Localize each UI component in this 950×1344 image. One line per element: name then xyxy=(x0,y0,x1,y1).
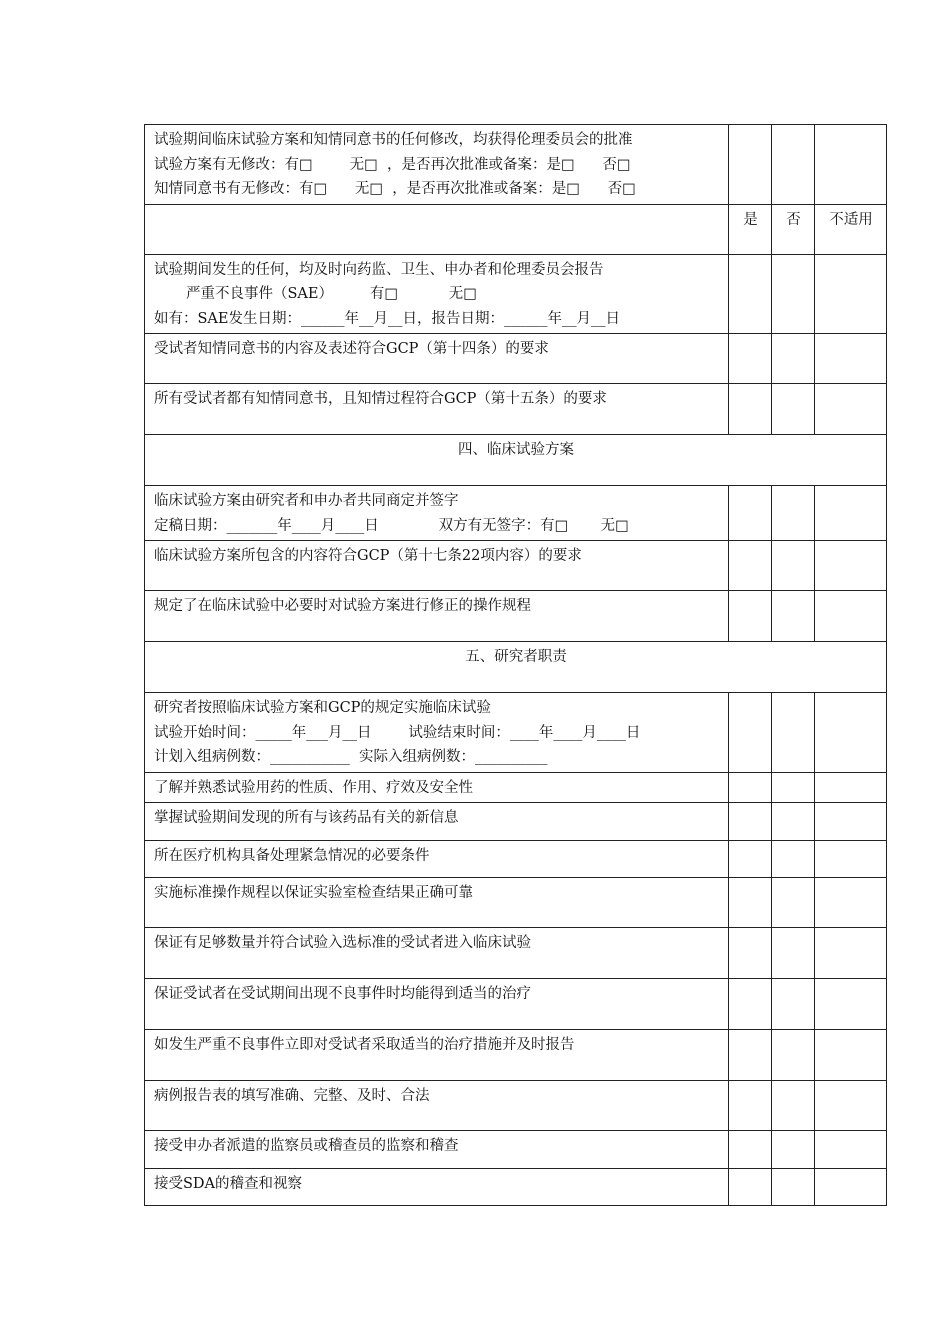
answer-cell-no[interactable] xyxy=(772,928,815,979)
checklist-item-text xyxy=(145,254,729,334)
checklist-item-text xyxy=(145,928,729,979)
item-line: 保证受试者在受试期间出现不良事件时均能得到适当的治疗 xyxy=(154,986,531,1002)
answer-cell-no[interactable] xyxy=(772,125,815,205)
item-line: 保证有足够数量并符合试验入选标准的受试者进入临床试验 xyxy=(154,935,531,951)
item-line: 严重不良事件（SAE） 有□ 无□ xyxy=(186,286,477,302)
answer-cell-yes[interactable] xyxy=(729,541,772,591)
item-line: 如有：SAE发生日期：______年__月__日，报告日期：______年__月__日 xyxy=(154,310,620,327)
answer-cell-yes[interactable] xyxy=(729,693,772,773)
answer-cell-na[interactable] xyxy=(815,878,887,928)
answer-cell-no[interactable] xyxy=(772,878,815,928)
checklist-item-text xyxy=(145,541,729,591)
checklist-row-protocol-content xyxy=(145,541,887,591)
checklist-item-text xyxy=(145,486,729,541)
answer-cell-no[interactable] xyxy=(772,254,815,334)
checklist-item-text xyxy=(145,772,729,803)
checklist-row-consent-process xyxy=(145,384,887,435)
checklist-row-emergency-conditions xyxy=(145,841,887,878)
checklist-item-text xyxy=(145,693,729,773)
answer-cell-yes[interactable] xyxy=(729,1030,772,1081)
answer-cell-yes[interactable] xyxy=(729,772,772,803)
answer-cell-yes[interactable] xyxy=(729,591,772,642)
item-line: 实施标准操作规程以保证实验室检查结果正确可靠 xyxy=(154,885,473,901)
answer-cell-no[interactable] xyxy=(772,841,815,878)
answer-cell-yes[interactable] xyxy=(729,125,772,205)
section-title: 四、临床试验方案 xyxy=(145,435,887,486)
checklist-item-text xyxy=(145,591,729,642)
answer-cell-no[interactable] xyxy=(772,803,815,841)
answer-cell-na[interactable] xyxy=(815,979,887,1030)
checklist-item-text xyxy=(145,384,729,435)
checklist-item-text xyxy=(145,803,729,841)
answer-cell-no[interactable] xyxy=(772,384,815,435)
item-line: 试验期间临床试验方案和知情同意书的任何修改，均获得伦理委员会的批准 xyxy=(154,132,633,148)
answer-cell-na[interactable] xyxy=(815,1169,887,1206)
section-row-investigator-duties xyxy=(145,642,887,693)
answer-cell-yes[interactable] xyxy=(729,803,772,841)
item-line: 定稿日期：_______年____月____日 双方有无签字：有□ 无□ xyxy=(154,517,629,534)
item-line: 知情同意书有无修改：有□ 无□ ，是否再次批准或备案：是□ 否□ xyxy=(154,181,636,197)
answer-cell-yes[interactable] xyxy=(729,254,772,334)
checklist-row-crf-completion xyxy=(145,1081,887,1131)
item-line: 临床试验方案由研究者和申办者共同商定并签字 xyxy=(154,493,459,509)
item-line: 如发生严重不良事件立即对受试者采取适当的治疗措施并及时报告 xyxy=(154,1037,575,1053)
checklist-item-text xyxy=(145,334,729,384)
item-line: 研究者按照临床试验方案和GCP的规定实施临床试验 xyxy=(154,700,491,716)
answer-cell-yes[interactable] xyxy=(729,928,772,979)
answer-cell-yes[interactable] xyxy=(729,841,772,878)
answer-cell-no[interactable] xyxy=(772,486,815,541)
item-line: 了解并熟悉试验用药的性质、作用、疗效及安全性 xyxy=(154,779,473,796)
answer-cell-yes[interactable] xyxy=(729,1169,772,1206)
item-line: 所有受试者都有知情同意书，且知情过程符合GCP（第十五条）的要求 xyxy=(154,391,607,407)
checklist-item-text xyxy=(145,841,729,878)
item-line: 掌握试验期间发现的所有与该药品有关的新信息 xyxy=(154,810,459,826)
checklist-item-text xyxy=(145,1081,729,1131)
header-yes: 是 xyxy=(729,204,772,254)
answer-cell-no[interactable] xyxy=(772,591,815,642)
answer-cell-no[interactable] xyxy=(772,1030,815,1081)
answer-cell-yes[interactable] xyxy=(729,1131,772,1169)
item-line: 试验期间发生的任何，均及时向药监、卫生、申办者和伦理委员会报告 xyxy=(154,261,604,278)
answer-cell-no[interactable] xyxy=(772,693,815,773)
answer-cell-yes[interactable] xyxy=(729,486,772,541)
item-line: 试验方案有无修改：有□ 无□ ，是否再次批准或备案：是□ 否□ xyxy=(154,156,631,173)
checklist-item-text xyxy=(145,979,729,1030)
answer-cell-na[interactable] xyxy=(815,803,887,841)
answer-cell-na[interactable] xyxy=(815,486,887,541)
checklist-item-text xyxy=(145,878,729,928)
answer-header-row xyxy=(145,204,887,254)
checklist-row-consent-content xyxy=(145,334,887,384)
checklist-row-adverse-event-reporting xyxy=(145,254,887,334)
answer-cell-no[interactable] xyxy=(772,541,815,591)
checklist-item-text xyxy=(145,1169,729,1206)
answer-cell-no[interactable] xyxy=(772,334,815,384)
checklist-item-text xyxy=(145,125,729,205)
answer-cell-na[interactable] xyxy=(815,1131,887,1169)
item-line: 临床试验方案所包含的内容符合GCP（第十七条22项内容）的要求 xyxy=(154,548,582,564)
checklist-row-sae-response xyxy=(145,1030,887,1081)
answer-cell-na[interactable] xyxy=(815,928,887,979)
checklist-row-lab-sop xyxy=(145,878,887,928)
item-line: 接受申办者派遣的监察员或稽查员的监察和稽查 xyxy=(154,1138,459,1154)
answer-cell-no[interactable] xyxy=(772,1169,815,1206)
answer-cell-na[interactable] xyxy=(815,841,887,878)
checklist-row-trial-conduct xyxy=(145,693,887,773)
answer-cell-na[interactable] xyxy=(815,254,887,334)
checklist-row-sponsor-monitoring xyxy=(145,1131,887,1169)
answer-cell-na[interactable] xyxy=(815,334,887,384)
answer-cell-no[interactable] xyxy=(772,979,815,1030)
checklist-row-enrollment xyxy=(145,928,887,979)
item-line: 规定了在临床试验中必要时对试验方案进行修正的操作规程 xyxy=(154,598,531,614)
answer-cell-na[interactable] xyxy=(815,772,887,803)
checklist-row-consent-amendment-approval xyxy=(145,125,887,205)
section-title: 五、研究者职责 xyxy=(145,642,887,693)
header-no: 否 xyxy=(772,204,815,254)
answer-cell-no[interactable] xyxy=(772,1131,815,1169)
checklist-row-protocol-amendment-sop xyxy=(145,591,887,642)
item-line: 所在医疗机构具备处理紧急情况的必要条件 xyxy=(154,848,430,864)
answer-cell-yes[interactable] xyxy=(729,979,772,1030)
checklist-row-drug-knowledge xyxy=(145,772,887,803)
checklist-item-text xyxy=(145,1030,729,1081)
checklist-row-ae-treatment xyxy=(145,979,887,1030)
answer-cell-na[interactable] xyxy=(815,693,887,773)
item-line: 病例报告表的填写准确、完整、及时、合法 xyxy=(154,1088,430,1104)
answer-cell-na[interactable] xyxy=(815,1081,887,1131)
answer-cell-no[interactable] xyxy=(772,1081,815,1131)
answer-cell-no[interactable] xyxy=(772,772,815,803)
answer-cell-na[interactable] xyxy=(815,591,887,642)
header-blank-cell xyxy=(145,204,729,254)
answer-cell-na[interactable] xyxy=(815,1030,887,1081)
item-line: 计划入组病例数：___________ 实际入组病例数：__________ xyxy=(154,749,548,765)
item-line: 接受SDA的稽查和视察 xyxy=(154,1176,303,1192)
checklist-row-protocol-signed xyxy=(145,486,887,541)
answer-cell-yes[interactable] xyxy=(729,334,772,384)
answer-cell-na[interactable] xyxy=(815,125,887,205)
inspection-checklist-table xyxy=(144,124,887,1206)
answer-cell-na[interactable] xyxy=(815,541,887,591)
item-line: 试验开始时间：_____年___月__日 试验结束时间：____年____月____日 xyxy=(154,724,641,741)
checklist-item-text xyxy=(145,1131,729,1169)
answer-cell-yes[interactable] xyxy=(729,878,772,928)
checklist-row-sda-inspection xyxy=(145,1169,887,1206)
section-row-protocol xyxy=(145,435,887,486)
checklist-row-new-information xyxy=(145,803,887,841)
answer-cell-yes[interactable] xyxy=(729,384,772,435)
answer-cell-na[interactable] xyxy=(815,384,887,435)
header-not-applicable: 不适用 xyxy=(815,204,887,254)
answer-cell-yes[interactable] xyxy=(729,1081,772,1131)
item-line: 受试者知情同意书的内容及表述符合GCP（第十四条）的要求 xyxy=(154,341,549,357)
